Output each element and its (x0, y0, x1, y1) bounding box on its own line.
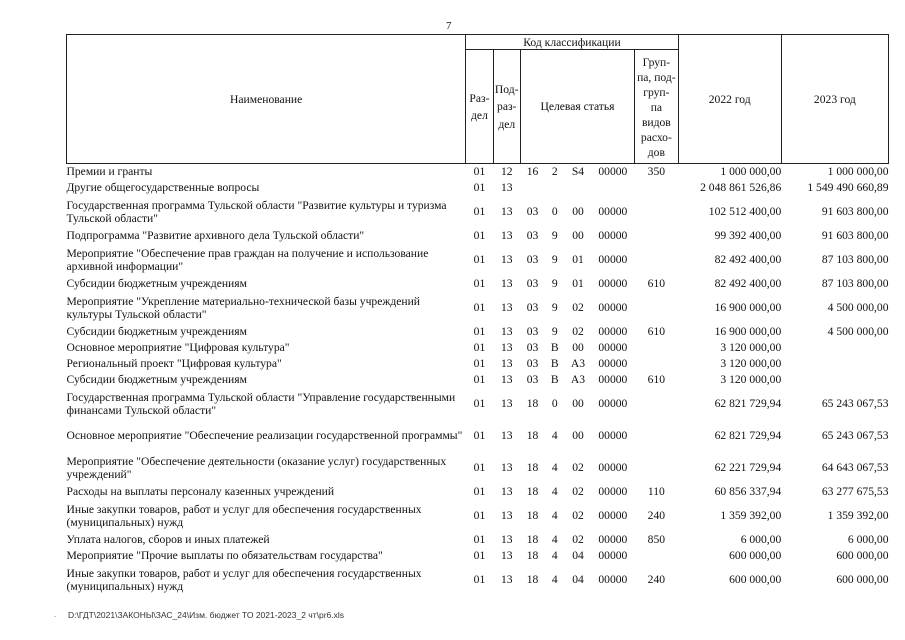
cell-expense-group: 850 (647, 533, 666, 546)
cell-expense-group: 610 (647, 373, 666, 386)
cell-target-event: 02 (572, 461, 584, 474)
cell-name: Мероприятие "Обеспечение деятельности (оказание услуг) государственных учреждений" (66, 454, 447, 481)
cell-expense-group: 110 (647, 485, 665, 498)
cell-target-program (520, 180, 544, 196)
header-section (466, 50, 493, 164)
cell-amount-2023: 87 103 800,00 (821, 253, 889, 266)
budget-table (66, 34, 889, 596)
table-row (67, 276, 889, 292)
cell-target-program: 03 (526, 373, 539, 386)
cell-name: Мероприятие "Прочие выплаты по обязательствам государства" (66, 549, 383, 562)
cell-expense-group: 610 (647, 277, 666, 290)
cell-name: Основное мероприятие "Цифровая культура" (66, 341, 290, 354)
cell-target-program: 18 (526, 509, 539, 522)
cell-target-program: 18 (526, 485, 539, 498)
cell-name: Уплата налогов, сборов и иных платежей (66, 533, 270, 546)
cell-expense-group (635, 244, 679, 276)
cell-target-direction: 00000 (598, 397, 628, 410)
cell-amount-2023: 600 000,00 (836, 573, 889, 586)
cell-name: Мероприятие "Обеспечение прав граждан на получение и использование архивной информации" (66, 246, 429, 273)
cell-section: 01 (473, 357, 486, 370)
cell-target-direction (591, 180, 634, 196)
cell-amount-2023: 4 500 000,00 (827, 301, 889, 314)
cell-target-event: 00 (572, 341, 584, 354)
cell-amount-2022: 102 512 400,00 (708, 205, 782, 218)
cell-name: Иные закупки товаров, работ и услуг для обеспечения государственных (муниципальных) нужд (66, 566, 422, 593)
cell-expense-group (635, 388, 679, 420)
cell-subsection: 13 (500, 205, 513, 218)
cell-target-subprogram: 0 (551, 397, 558, 410)
cell-amount-2022: 1 000 000,00 (720, 165, 782, 179)
header-section-text: Раз- дел (469, 91, 490, 122)
cell-section: 01 (473, 165, 486, 179)
cell-amount-2022: 3 120 000,00 (720, 341, 782, 354)
footer-file-path: D:\ГДТ\2021\ЗАКОНЫ\ЗАС_24\Изм. бюджет ТО 2021-2023_2 чт\pr6.xls (68, 610, 345, 620)
cell-subsection: 13 (500, 229, 513, 242)
cell-target-program: 03 (526, 301, 539, 314)
cell-section: 01 (473, 461, 486, 474)
cell-section: 01 (473, 341, 486, 354)
cell-target-subprogram: 4 (551, 549, 558, 562)
cell-target-subprogram: 4 (551, 533, 558, 546)
cell-amount-2022: 82 492 400,00 (714, 253, 782, 266)
cell-section: 01 (473, 429, 486, 442)
cell-expense-group (635, 548, 679, 564)
table-row (67, 420, 889, 452)
cell-target-program: 16 (526, 165, 539, 179)
cell-target-direction: 00000 (598, 509, 628, 522)
cell-name: Государственная программа Тульской области "Развитие культуры и туризма Тульской области" (66, 198, 447, 225)
cell-target-subprogram: 9 (551, 229, 558, 242)
cell-amount-2022: 60 856 337,94 (714, 485, 782, 498)
cell-target-program: 03 (526, 357, 539, 370)
cell-expense-group (635, 196, 679, 228)
cell-name: Подпрограмма "Развитие архивного дела Тульской области" (66, 229, 365, 242)
cell-target-subprogram: 9 (551, 253, 558, 266)
cell-target-subprogram (545, 180, 565, 196)
table-row (67, 244, 889, 276)
cell-section: 01 (473, 533, 486, 546)
cell-target-direction: 00000 (598, 277, 628, 290)
table-row (67, 500, 889, 532)
cell-subsection: 13 (500, 485, 513, 498)
cell-target-event: А3 (570, 357, 586, 370)
cell-target-subprogram: 2 (551, 165, 558, 179)
header-name: Наименование (67, 35, 466, 164)
cell-target-event: 02 (572, 509, 584, 522)
cell-amount-2022: 62 221 729,94 (714, 461, 782, 474)
table-row (67, 340, 889, 356)
cell-target-direction: 00000 (598, 325, 628, 338)
cell-amount-2022: 3 120 000,00 (720, 357, 782, 370)
cell-target-subprogram: 4 (551, 573, 558, 586)
cell-target-event: А3 (570, 373, 586, 386)
table-row (67, 292, 889, 324)
cell-subsection: 13 (500, 253, 513, 266)
header-expense-group-text: Груп- па, под- груп- па видов расхо- дов (637, 55, 676, 159)
cell-subsection: 13 (500, 429, 513, 442)
cell-amount-2022: 2 048 861 526,86 (700, 181, 782, 194)
cell-expense-group: 240 (647, 573, 666, 586)
cell-target-direction: 00000 (598, 461, 628, 474)
header-classification-code: Код классификации (466, 35, 678, 50)
cell-target-direction: 00000 (598, 229, 628, 242)
cell-section: 01 (473, 509, 486, 522)
cell-target-direction: 00000 (598, 205, 628, 218)
cell-subsection: 13 (500, 549, 513, 562)
cell-amount-2022: 6 000,00 (740, 533, 782, 546)
cell-target-direction: 00000 (598, 533, 628, 546)
table-row (67, 484, 889, 500)
cell-target-event: 00 (572, 229, 584, 242)
cell-target-subprogram: В (550, 341, 559, 354)
cell-target-program: 03 (526, 341, 539, 354)
cell-name: Субсидии бюджетным учреждениям (66, 373, 247, 386)
header-target-article: Целевая статья (520, 50, 634, 164)
cell-expense-group (635, 228, 679, 244)
cell-name: Иные закупки товаров, работ и услуг для обеспечения государственных (муниципальных) нужд (66, 502, 422, 529)
cell-target-subprogram: 0 (551, 205, 558, 218)
cell-target-direction: 00000 (598, 573, 628, 586)
cell-name: Субсидии бюджетным учреждениям (66, 277, 247, 290)
cell-target-program: 03 (526, 277, 539, 290)
cell-target-subprogram: В (550, 357, 559, 370)
cell-target-subprogram: 4 (551, 485, 558, 498)
table-row (67, 564, 889, 596)
cell-subsection: 13 (500, 181, 513, 194)
cell-name: Премии и гранты (66, 165, 153, 179)
cell-section: 01 (473, 325, 486, 338)
cell-amount-2023 (781, 356, 888, 372)
cell-section: 01 (473, 301, 486, 314)
cell-expense-group (635, 292, 679, 324)
cell-amount-2023: 65 243 067,53 (821, 397, 889, 410)
table-row (67, 324, 889, 340)
cell-target-direction: 00000 (598, 357, 628, 370)
cell-amount-2022: 16 900 000,00 (714, 325, 782, 338)
cell-section: 01 (473, 229, 486, 242)
header-subsection-text: Под- раз- дел (494, 83, 519, 131)
cell-target-event: S4 (571, 165, 585, 179)
cell-section: 01 (473, 485, 486, 498)
cell-target-direction: 00000 (598, 373, 628, 386)
cell-amount-2023 (781, 372, 888, 388)
cell-subsection: 12 (500, 165, 513, 179)
cell-section: 01 (473, 549, 486, 562)
cell-expense-group: 240 (647, 509, 666, 522)
cell-name: Государственная программа Тульской области "Управление государственными финансами Тульской области" (66, 390, 456, 417)
cell-name: Расходы на выплаты персоналу казенных учреждений (66, 485, 335, 498)
cell-name: Другие общегосударственные вопросы (66, 181, 260, 194)
cell-amount-2023: 87 103 800,00 (821, 277, 889, 290)
cell-amount-2023: 1 549 490 660,89 (807, 181, 889, 194)
cell-amount-2022: 99 392 400,00 (714, 229, 782, 242)
cell-target-event: 04 (572, 549, 584, 562)
cell-section: 01 (473, 373, 486, 386)
cell-amount-2023: 65 243 067,53 (821, 429, 889, 442)
cell-amount-2022: 16 900 000,00 (714, 301, 782, 314)
cell-target-program: 18 (526, 549, 539, 562)
cell-target-program: 18 (526, 461, 539, 474)
cell-expense-group: 350 (647, 165, 666, 179)
cell-name: Региональный проект "Цифровая культура" (66, 357, 282, 370)
table-row (67, 356, 889, 372)
cell-target-event: 02 (572, 533, 584, 546)
cell-target-subprogram: 4 (551, 509, 558, 522)
cell-target-subprogram: 9 (551, 325, 558, 338)
cell-subsection: 13 (500, 341, 513, 354)
cell-target-event: 04 (572, 573, 584, 586)
header-subsection (493, 50, 520, 164)
cell-section: 01 (473, 205, 486, 218)
cell-expense-group: 610 (647, 325, 666, 338)
cell-target-direction: 00000 (598, 341, 628, 354)
cell-expense-group (635, 356, 679, 372)
cell-amount-2023: 91 603 800,00 (821, 229, 889, 242)
cell-section: 01 (473, 573, 486, 586)
cell-amount-2022: 600 000,00 (729, 549, 782, 562)
cell-target-program: 03 (526, 325, 539, 338)
cell-subsection: 13 (500, 461, 513, 474)
cell-subsection: 13 (500, 533, 513, 546)
cell-target-direction: 00000 (598, 485, 628, 498)
cell-target-direction: 00000 (598, 165, 628, 179)
cell-amount-2023: 91 603 800,00 (821, 205, 889, 218)
cell-name: Мероприятие "Укрепление материально-технической базы учреждений культуры Тульской области" (66, 294, 421, 321)
cell-target-program: 03 (526, 205, 539, 218)
cell-amount-2022: 62 821 729,94 (714, 429, 782, 442)
cell-amount-2023: 1 359 392,00 (827, 509, 889, 522)
cell-amount-2022: 82 492 400,00 (714, 277, 782, 290)
cell-amount-2022: 600 000,00 (729, 573, 782, 586)
cell-name: Субсидии бюджетным учреждениям (66, 325, 247, 338)
cell-target-event: 02 (572, 325, 584, 338)
cell-target-event: 02 (572, 301, 584, 314)
cell-amount-2023: 600 000,00 (836, 549, 889, 562)
cell-amount-2023: 4 500 000,00 (827, 325, 889, 338)
cell-amount-2023: 63 277 675,53 (821, 485, 889, 498)
cell-section: 01 (473, 253, 486, 266)
cell-target-subprogram: 4 (551, 429, 558, 442)
cell-section: 01 (473, 277, 486, 290)
table-row (67, 196, 889, 228)
cell-target-program: 03 (526, 253, 539, 266)
cell-target-event: 00 (572, 397, 584, 410)
cell-target-event: 02 (572, 485, 584, 498)
cell-target-subprogram: 9 (551, 301, 558, 314)
cell-target-event: 00 (572, 205, 584, 218)
cell-subsection: 13 (500, 277, 513, 290)
cell-subsection: 13 (500, 509, 513, 522)
cell-expense-group (635, 180, 679, 196)
cell-target-program: 18 (526, 397, 539, 410)
cell-amount-2023: 6 000,00 (847, 533, 889, 546)
header-year-2022: 2022 год (678, 35, 781, 164)
table-row (67, 388, 889, 420)
cell-expense-group (635, 420, 679, 452)
cell-target-direction: 00000 (598, 429, 628, 442)
cell-target-direction: 00000 (598, 253, 628, 266)
cell-name: Основное мероприятие "Обеспечение реализации государственной программы" (66, 429, 463, 442)
cell-target-direction: 00000 (598, 549, 628, 562)
cell-amount-2023 (781, 340, 888, 356)
cell-target-event: 00 (572, 429, 584, 442)
table-row (67, 164, 889, 180)
cell-amount-2022: 1 359 392,00 (720, 509, 782, 522)
table-row (67, 228, 889, 244)
cell-amount-2023: 1 000 000,00 (827, 165, 889, 179)
cell-amount-2022: 3 120 000,00 (720, 373, 782, 386)
cell-target-event (565, 180, 591, 196)
page-number: 7 (446, 20, 452, 32)
cell-subsection: 13 (500, 325, 513, 338)
cell-target-subprogram: 4 (551, 461, 558, 474)
table-body (67, 164, 889, 596)
header-expense-group (635, 50, 679, 164)
cell-target-program: 18 (526, 429, 539, 442)
table-row (67, 372, 889, 388)
cell-amount-2022: 62 821 729,94 (714, 397, 782, 410)
cell-subsection: 13 (500, 357, 513, 370)
cell-target-subprogram: 9 (551, 277, 558, 290)
header-year-2023: 2023 год (781, 35, 888, 164)
cell-expense-group (635, 340, 679, 356)
table-row (67, 548, 889, 564)
table-row (67, 180, 889, 196)
table-row (67, 452, 889, 484)
cell-subsection: 13 (500, 373, 513, 386)
cell-subsection: 13 (500, 397, 513, 410)
cell-section: 01 (473, 181, 486, 194)
cell-target-program: 18 (526, 573, 539, 586)
cell-target-program: 18 (526, 533, 539, 546)
cell-target-program: 03 (526, 229, 539, 242)
table-row (67, 532, 889, 548)
cell-amount-2023: 64 643 067,53 (821, 461, 889, 474)
cell-target-subprogram: В (550, 373, 559, 386)
cell-target-event: 01 (572, 277, 584, 290)
cell-subsection: 13 (500, 573, 513, 586)
cell-subsection: 13 (500, 301, 513, 314)
cell-target-direction: 00000 (598, 301, 628, 314)
cell-target-event: 01 (572, 253, 584, 266)
margin-mark: . (54, 610, 56, 619)
cell-section: 01 (473, 397, 486, 410)
cell-expense-group (635, 452, 679, 484)
